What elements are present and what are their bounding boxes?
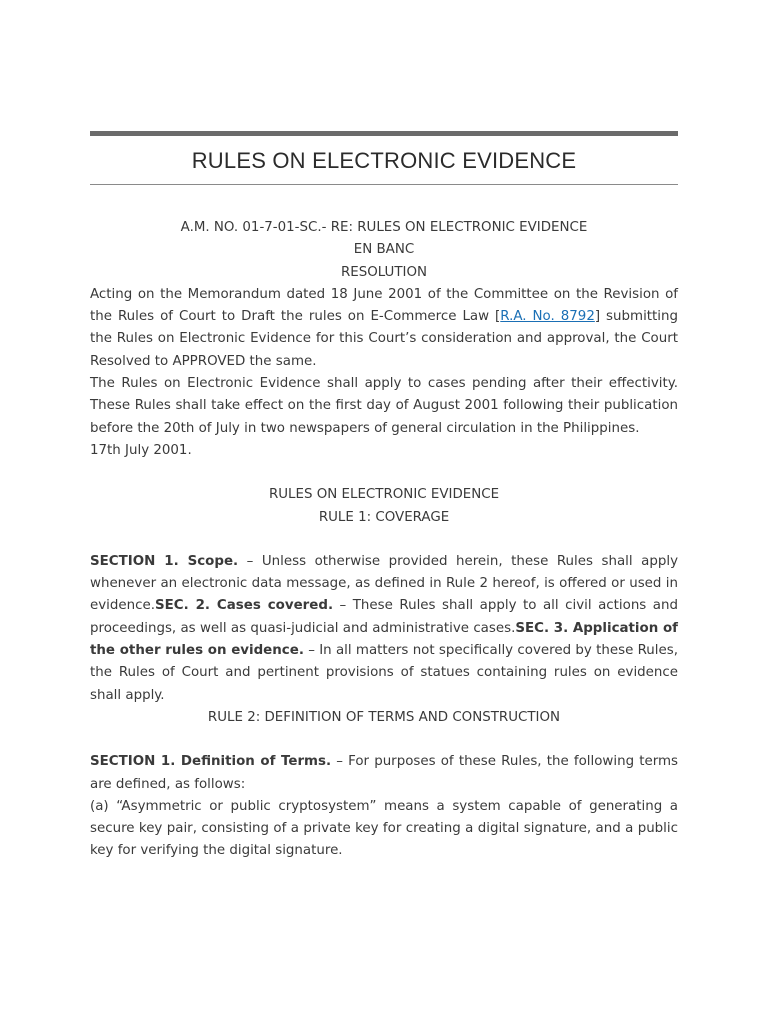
rule-2-item-a: (a) “Asymmetric or public cryptosystem” means a system capable of generating a secure key pair, consisting of a private key for creating a digital signature, and a public key for verifying the digital signature.	[90, 798, 678, 859]
rule-1-heading: RULE 1: COVERAGE	[318, 509, 450, 525]
resolution-p1-text-before: Acting on the Memorandum dated 18 June 2001 of the Committee on the Revision of the Rules of Court to Draft the rules on E-Commerce Law [	[90, 286, 678, 325]
resolution-paragraph-1	[90, 284, 678, 373]
document-title: RULES ON ELECTRONIC EVIDENCE	[191, 148, 577, 173]
spacer	[90, 729, 678, 751]
rule-2-section-1-label: SECTION 1. Definition of Terms.	[90, 754, 332, 770]
ra-8792-link[interactable]: R.A. No. 8792	[500, 309, 595, 325]
rule-1-section-3-text: – In all matters not specifically covered by these Rules, the Rules of Court and pertinent provisions of statues containing rules on evidence shall apply.	[90, 643, 678, 703]
header-am-number: A.M. NO. 01-7-01-SC.- RE: RULES ON ELECTRONIC EVIDENCE	[180, 220, 588, 235]
header-resolution: RESOLUTION	[340, 264, 428, 280]
rule-1-section-1-text: – Unless otherwise provided herein, these Rules shall apply whenever an electronic data message, as defined in Rule 2 hereof, is offered or used in evidence.	[90, 553, 678, 614]
top-thick-rule	[90, 131, 678, 136]
resolution-p1-text-after: ] submitting the Rules on Electronic Evidence for this Court’s consideration and approval, the Court Resolved to APPROVED the same.	[90, 309, 678, 369]
title-underline-rule	[90, 184, 678, 185]
rule-2-section-1	[90, 751, 678, 796]
rule-2-heading: RULE 2: DEFINITION OF TERMS AND CONSTRUCTION	[207, 709, 561, 725]
spacer	[90, 529, 678, 551]
rule-1-section-2-text: – These Rules shall apply to all civil actions and proceedings, as well as quasi-judicial and administrative cases.	[90, 598, 678, 636]
rule-1-sections	[90, 551, 678, 707]
rule-1-section-2-label: SEC. 2. Cases covered.	[154, 598, 334, 614]
resolution-paragraph-2: The Rules on Electronic Evidence shall apply to cases pending after their effectivity. These Rules shall take effect on the first day of August 2001 following their publication before the 20th of July in two newspapers of general circulation in the Philippines.	[90, 376, 678, 436]
rule-2-section-1-text: – For purposes of these Rules, the following terms are defined, as follows:	[90, 754, 679, 792]
resolution-date: 17th July 2001.	[90, 442, 192, 458]
spacer	[90, 462, 678, 484]
rules-heading: RULES ON ELECTRONIC EVIDENCE	[268, 487, 500, 503]
rule-1-section-1-label: SECTION 1. Scope.	[90, 553, 239, 569]
rule-1-section-3-label: SEC. 3. Application of the other rules on evidence.	[90, 620, 678, 659]
document-body	[90, 217, 678, 863]
header-en-banc: EN BANC	[353, 242, 415, 258]
